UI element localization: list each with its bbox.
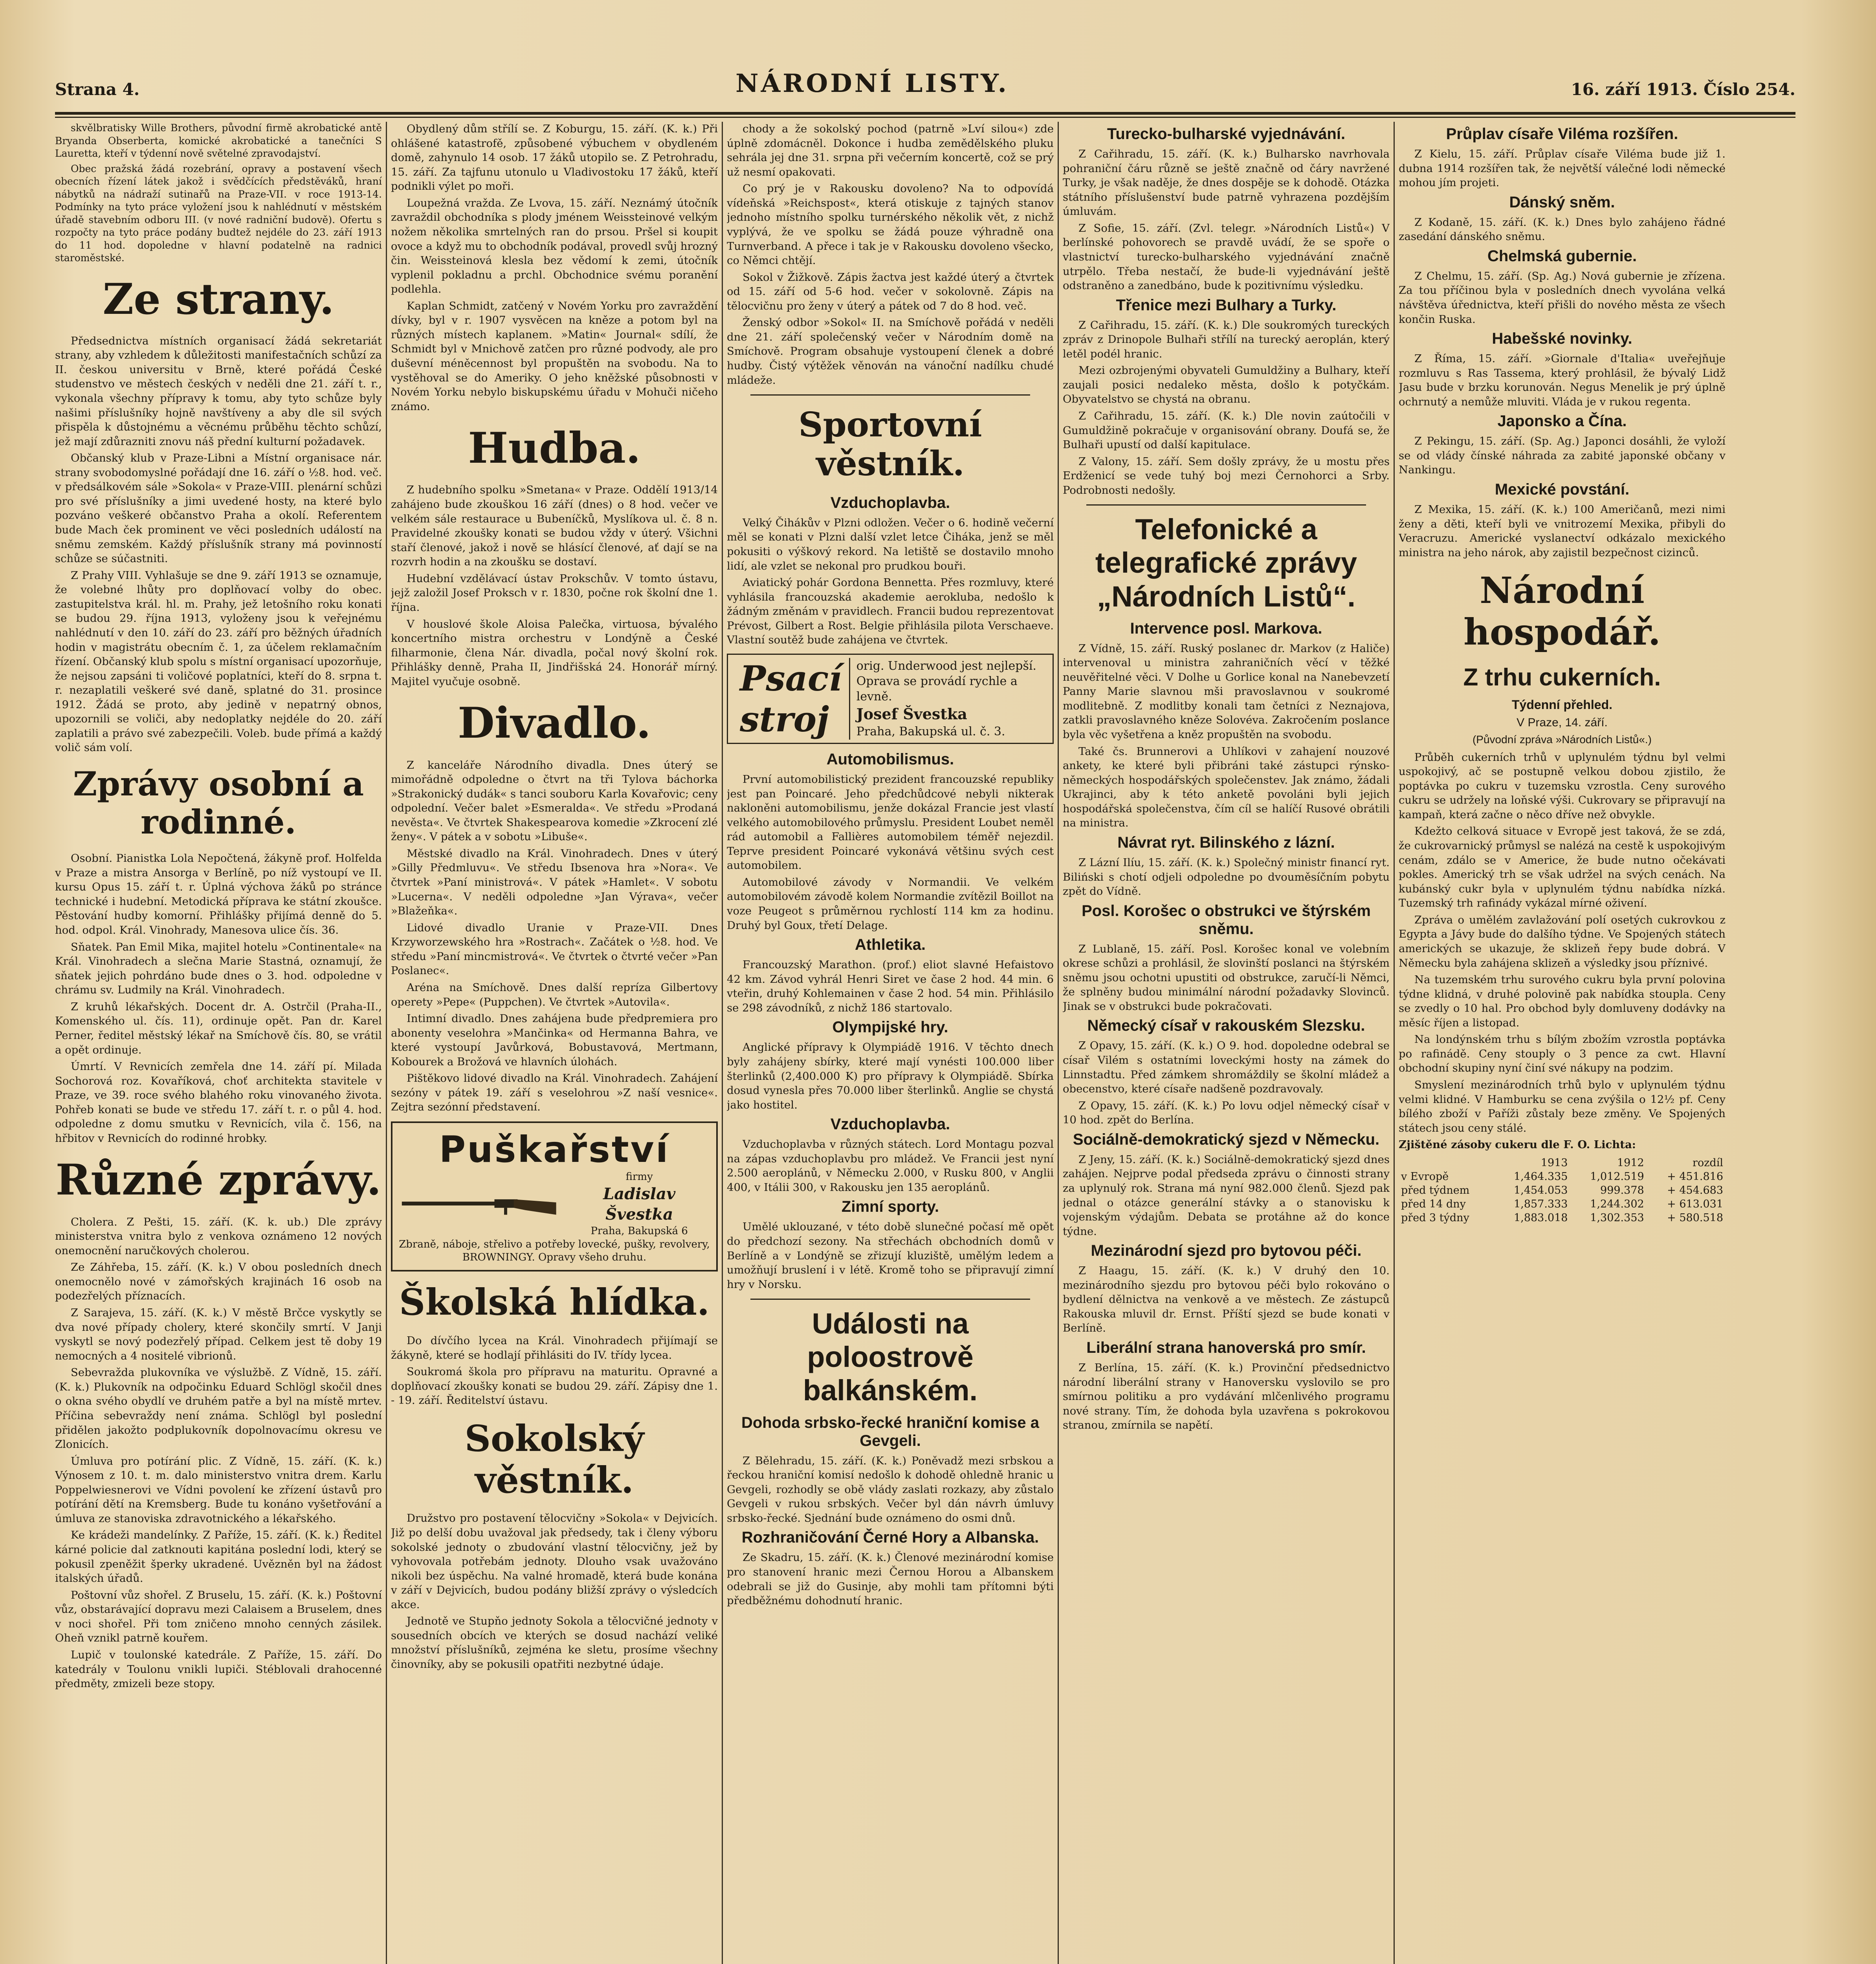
article-text: Občanský klub v Praze-Libni a Místní organisace nár. strany svobodomyslné pořádají dne 16. září o ½8. hod. več. v předsálkovém sále »Sokola« v Praze-VIII. plenární schůzi pro své příslušníky a jimi uvedené hosty, na které bylo pozváno veškeré občanstvo Praha a okolí. Referentem bude Mach ček prominent ve věci posledních událostí na sněmu zemském. Každý příslušník strany má povinností schůze se súčastniti.	[55, 452, 382, 565]
article-text: V houslové škole Aloisa Palečka, virtuosa, bývalého koncertního mistra orchestru v Londýně a České filharmonie, člena Nár. divadla, počal nový školní rok. Přihlášky denně, Praha II, Jindřišská 24. Honorář mírný. Majitel vyučuje osobně.	[391, 617, 718, 688]
ad-firm: firmy	[625, 1171, 653, 1183]
table-cell: 1,244.302	[1590, 1198, 1644, 1210]
table-cell: + 613.031	[1667, 1198, 1723, 1210]
article-text: První automobilistický prezident francouzské republiky jest pan Poincaré. Jeho předchůdcové nebyli nikterak nakloněni automobilismu, jenže dokázal Francie jest vlastí velkého automobilového průmyslu. President Loubet neměl rád automobil a Fallières automobilem téměř nejezdil. Teprve president Poincaré vykonává většinu svých cest automobilem.	[727, 773, 1054, 872]
article-text: Z Lublaně, 15. září. Posl. Korošec konal ve volebním okrese schůzi a prohlásil, že slovinští poslanci na štýrském sněmu jsou ochotni upustiti od obstrukce, zaručí-li Němci, že splněny budou minimální národní požadavky Slovinců. Jinak se v obstrukci bude pokračovati.	[1063, 942, 1390, 1013]
table-cell: před týdnem	[1401, 1184, 1470, 1196]
article-text: Z Cařihradu, 15. září. (K. k.) Dle soukromých tureckých zpráv z Drinopole Bulhaři střílí na turecký aeroplán, který letěl podél hranic.	[1063, 319, 1390, 360]
subsection-heading: Athletika.	[855, 936, 926, 954]
newspaper-title: NÁRODNÍ LISTY.	[735, 69, 1009, 98]
article-text: Z kruhů lékařských. Docent dr. A. Ostrčil (Praha-II., Komenského ul. čís. 11), ordinuje opět. Pan dr. Karel Perner, ředitel městský lékař na Smíchově čís. 80, se vrátil a opět ordinuje.	[55, 1000, 382, 1056]
subsection-heading: Olympijské hry.	[832, 1019, 948, 1036]
table-cell: + 451.816	[1667, 1170, 1723, 1183]
section-heading: Divadlo.	[458, 698, 651, 748]
table-header-cell: rozdíl	[1693, 1156, 1723, 1169]
article-text: Z Cařihradu, 15. září. (K. k.) Bulharsko navrhovala pohraniční čáru různě se ještě značně od čáry navržené Turky, je však naděje, že dnes dospěje se k dohodě. Otázka státního příslušenství bude patrně vyhrazena pozdějším úmluvám.	[1063, 148, 1390, 218]
table-cell: v Evropě	[1401, 1170, 1449, 1183]
ad-title: Psací stroj	[733, 658, 850, 740]
article-text: Cholera. Z Pešti, 15. září. (K. k. ub.) Dle zprávy ministerstva vnitra bylo z venkova oznámeno 12 nových onemocnění naručkových cholerou.	[55, 1215, 382, 1257]
column-divider	[722, 122, 723, 1964]
subsection-heading: Posl. Korošec o obstrukci ve štýrském sněmu.	[1082, 902, 1371, 938]
subsection-heading: Týdenní přehled.	[1511, 698, 1613, 712]
page-number: Strana 4.	[55, 80, 140, 99]
article-text: Obydlený dům střílí se. Z Koburgu, 15. září. (K. k.) Při ohlášené katastrofě, způsobené výbuchem v obydleném domě, zahynulo 14 osob. 17 žáků utopilo se. Z Petrohradu, 15. září. Za tajfunu utonulo u Vladivostoku 17 žáků, kteří podnikli výlet po moři.	[391, 123, 718, 193]
article-text: Ze Záhřeba, 15. září. (K. k.) V obou posledních dnech onemocnělo nové v zámořských krajinách 16 osob na podezřelých příznacích.	[55, 1261, 382, 1303]
subsection-heading: Chelmská gubernie.	[1487, 247, 1637, 265]
article-text: Co prý je v Rakousku dovoleno? Na to odpovídá vídeňská »Reichspost«, která otiskuje z tajných stanov jednoho místního spolku turnérského několik vět, z nichž vyplývá, že ve spolku se žádá pouze výhradně ona Turnverband. A přece i tak je v Rakousku dovoleno všecko, co Němci chtějí.	[727, 182, 1054, 267]
table-row	[1399, 1211, 1726, 1225]
table-header-cell: 1912	[1617, 1156, 1644, 1169]
article-text: Aréna na Smíchově. Dnes další repríza Gilbertovy operety »Pepe« (Puppchen). Ve čtvrtek »Autovila«.	[391, 981, 718, 1008]
article-text: Z Valony, 15. září. Sem došly zprávy, že u mostu přes Erdženicí se vede tuhý boj mezi Černohorci a Srby. Podrobnosti nedošly.	[1063, 455, 1390, 496]
article-text: Jednotě ve Stupňo jednoty Sokola a tělocvičné jednoty v sousedních obcích ve kterých se dosud nachází veliké množství příslušníků, zejména ke sletu, prosíme všechny činovníky, aby se pokusili opatřiti nezbytné údaje.	[391, 1615, 718, 1671]
divider	[750, 394, 1030, 396]
subsection-heading: Turecko-bulharské vyjednávání.	[1107, 125, 1346, 143]
article-text: Automobilové závody v Normandii. Ve velkém automobilovém závodě kolem Normandie zvítězil Boillot na voze Peugeot s průměrnou rychlostí 114 km za hodinu. Druhý byl Goux, třetí Delage.	[727, 876, 1054, 932]
column-3	[727, 122, 1054, 1964]
section-heading: Události na poloostrově balkánském.	[803, 1307, 978, 1407]
article-text: Z Sarajeva, 15. září. (K. k.) V městě Brčce vyskytly se dva nové případy cholery, které skončily smrtí. V Janji vyskytl se nový podezřelý případ. Celkem jest tě doby 19 nemocných a 4 nositelé vibrionů.	[55, 1306, 382, 1362]
article-text: chody a že sokolský pochod (patrně »Lví silou«) zde úplně zdomácněl. Dokonce i hudba zemědělského pluku sehrála jej dne 31. srpna při večerním koncertě, což se prý už nesmí opakovati.	[727, 123, 1054, 178]
subsection-heading: Vzduchoplavba.	[830, 1116, 950, 1133]
article-text: Také čs. Brunnerovi a Uhlíkovi v zahajení nouzové ankety, ke které byli přibráni také zástupci rýnsko-německých hospodářských společenstev. Jak známo, žádali Ukrajinci, aby k této anketě povoláni byli jejich hospodářská společenstva, čím cíl se halíčí Rusové obrátili na ministra.	[1063, 745, 1390, 830]
article-text: skvělbratisky Wille Brothers, původní firmě akrobatické antě Bryanda Obserberta, komické akrobatické a tanečníci S Lauretta, kteří v týdenní nově světelné zpravodajství.	[55, 122, 382, 159]
article-text: Aviatický pohár Gordona Bennetta. Přes rozmluvy, které vyhlásila francouzská akademie aerokluba, nedošlo k žádným změnám v pravidlech. Francii budou reprezentovat Prévost, Gilbert a Rost. Belgie přihlásila pilota Verschaeve. Vlastní soutěž bude zahájena ve čtvrtek.	[727, 576, 1054, 647]
section-heading: Sportovní věstník.	[798, 405, 982, 484]
article-text: Z Cařihradu, 15. září. (K. k.) Dle novin zaútočili v Gumuldžině pokračuje v organisování obrany. Doufá se, že Bulhaři upustí od další kapitulace.	[1063, 410, 1390, 451]
article-text: Mezi ozbrojenými obyvateli Gumuldžiny a Bulhary, kteří zaujali posici nedaleko města, došlo k potyčkám. Obyvatelstvo se chystá na obranu.	[1063, 364, 1390, 406]
subsection-heading: Zimní sporty.	[841, 1198, 939, 1216]
article-text: Z Lázní Ilíu, 15. září. (K. k.) Společný ministr financí ryt. Biliński s chotí odjeli odpoledne po dvouměsíčním pobytu zpět do Vídně.	[1063, 856, 1390, 898]
column-2	[391, 122, 718, 1964]
ad-body	[398, 1171, 711, 1238]
subsection-heading: Automobilismus.	[826, 750, 954, 768]
article-text: Z Pekingu, 15. září. (Sp. Ag.) Japonci dosáhli, že vyloží se od vlády čínské náhrada za zabité japonské občany v Nankingu.	[1399, 435, 1726, 476]
table-cell: + 580.518	[1667, 1211, 1723, 1224]
ad-description: Zbraně, náboje, střelivo a potřeby lovecké, pušky, revolvery, BROWNINGY. Opravy všeho druhu.	[399, 1238, 710, 1264]
table-cell: 1,464.335	[1514, 1170, 1568, 1183]
article-text: Z Jeny, 15. září. (K. k.) Sociálně-demokratický sjezd dnes zahájen. Nejprve podal předseda zprávu o činnosti strany za uplynulý rok. Strana má nyní 982.000 členů. Sjezd pak jednal o otázce generální stávky a o stanovisku k vojenským výdajům. Debata se protáhne až do konce týdne.	[1063, 1153, 1390, 1238]
table-cell: 1,302.353	[1590, 1211, 1644, 1224]
subsection-heading: Mexické povstání.	[1495, 481, 1630, 498]
ad-text	[850, 658, 1048, 739]
typewriter-advertisement	[727, 654, 1054, 744]
masthead	[55, 69, 1795, 110]
table-header-cell	[1399, 1156, 1494, 1170]
article-text: Z Haagu, 15. září. (K. k.) V druhý den 10. mezinárodního sjezdu pro bytovou péči bylo rokováno o bydlení dělnictva na venkově a ve městech. Ze zástupců Rakouska mluvil dr. Ernst. Příští sjezd se bude konati v Berlíně.	[1063, 1264, 1390, 1335]
article-text: Poštovní vůz shořel. Z Bruselu, 15. září. (K. k.) Poštovní vůz, obstarávající dopravu mezi Calaisem a Bruselem, dnes v noci shořel. Při tom zničeno mnoho cenných zásilek. Oheň vznikl patrně kouřem.	[55, 1588, 382, 1645]
article-text: Z kanceláře Národního divadla. Dnes úterý se mimořádně odpoledne o čtvrt na tři Tylova báchorka »Strakonický dudák« s tanci souboru Karla Kovařovic; ceny odpolední. Večer balet »Esmeralda«. Ve středu »Prodaná nevěsta«. Ve čtvrtek Shakespearova komedie »Zkrocení zlé ženy«. V pátek a v sobotu »Libuše«.	[391, 758, 718, 843]
section-heading: Telefonické a telegrafické zprávy „Národních Listů“.	[1095, 513, 1357, 613]
section-heading: Zprávy osobní a rodinné.	[73, 764, 364, 841]
article-text: Průběh cukerních trhů v uplynulém týdnu byl velmi uspokojivý, ač se postupně velkou dobou zjistilo, že poptávka po cukru v tuzemsku vzrostla. Ceny surového cukru se udržely na loňské výši. Cukrovary se připravují na kampaň, která začne o něco dříve než obvykle.	[1399, 751, 1726, 821]
article-text: Z Bělehradu, 15. září. (K. k.) Poněvadž mezi srbskou a řeckou hraniční komisí nedošlo k dohodě ohledně hranic u Gevgeli, rozhodly se obě vlády zaslati rozkazy, aby zůstalo Gevgeli v rukou srbských. Večer byl dán návrh úmluvy srbsko-řecké. Sjednání bude oznámeno do osmi dnů.	[727, 1454, 1054, 1524]
article-text: Z Berlína, 15. září. (K. k.) Provinční předsednictvo národní liberální strany v Hanoversku vyslovilo se pro smírnou politiku a pro vydávání mlčenlivého programu nové strany. Tím, že dohoda byla uzavřena s pokrokovou stranou, zmírnila se napětí.	[1063, 1361, 1390, 1432]
section-heading: Ze strany.	[103, 274, 334, 324]
subsection-heading: Rozhraničování Černé Hory a Albanska.	[741, 1529, 1039, 1546]
subsection-heading: Mezinárodní sjezd pro bytovou péči.	[1091, 1242, 1362, 1260]
subsection-heading: Návrat ryt. Bilinského z lázní.	[1117, 834, 1335, 851]
subsection-heading: Sociálně-demokratický sjezd v Německu.	[1073, 1130, 1380, 1148]
table-row	[1399, 1197, 1726, 1211]
divider	[750, 1299, 1030, 1300]
column-1	[55, 122, 382, 1964]
article-text: Smyslení mezinárodních trhů bylo v uplynulém týdnu velmi klidné. V Hamburku se cena zvýšila o 12½ pf. Ceny bílého zboží v Paříži zůstaly beze změny. Ve Spojených státech jsou ceny stálé.	[1399, 1079, 1726, 1134]
section-heading: Národní hospodář.	[1463, 569, 1661, 654]
subsection-heading: Třenice mezi Bulhary a Turky.	[1116, 296, 1337, 314]
article-text: Z Opavy, 15. září. (K. k.) O 9. hod. dopoledne odebral se císař Vilém s ostatními loveckými hosty na zámek do Linnstadtu. Před zámkem shromáždily se školní mládež a obecenstvo, které císaře nadšeně pozdravovaly.	[1063, 1039, 1390, 1096]
subsection-heading: Intervence posl. Markova.	[1130, 619, 1322, 637]
article-text: Pištěkovo lidové divadlo na Král. Vinohradech. Zahájení sezóny v pátek 19. září s veselohrou »Z naší vesnice«. Zejtra sezónní představení.	[391, 1072, 718, 1114]
subsection-heading: Habešské novinky.	[1492, 330, 1632, 348]
column-divider	[1058, 122, 1059, 1964]
article-text: Z hudebního spolku »Smetana« v Praze. Oddělí 1913/14 zahájeno bude zkouškou 16 září (dnes) o 8 hod. večer ve velkém sále restaurace u Bubeníčků, Myslíkova ul. č. 8 n. Pravidelné zkoušky konati se budou vždy v úterý. Všichni staří členové, jakož i nově se hlásící členové, ať dají se na rozvrh hodin a na zkoušku se dostaví.	[391, 484, 718, 568]
article-text: Na londýnském trhu s bílým zbožím vzrostla poptávka po rafinádě. Ceny stouply o 3 pence za cwt. Hlavní obchodní skupiny nyní činí své nákupy na podzim.	[1399, 1033, 1726, 1075]
article-text: Sebevražda plukovníka ve výslužbě. Z Vídně, 15. září. (K. k.) Plukovník na odpočinku Eduard Schlögl skočil dnes o okna svého obydlí ve druhém patře a byl na místě mrtev. Příčina sebevraždy není známa. Schlögl byl poslední přidělen jakožto podplukovník dopolnovacímu okresu ve Zlonicích.	[55, 1366, 382, 1451]
article-text: Umělé uklouzané, v této době slunečné počasí mě opět do předchozí sezony. Na střechách obchodních domů v Berlíně a v Londýně se zřizují kluziště, umělým ledem a umožňují bruslení i v létě. Kromě toho se připravují zimní hry v Norsku.	[727, 1220, 1054, 1291]
dateline: V Praze, 14. září.	[1517, 716, 1608, 729]
article-text: Loupežná vražda. Ze Lvova, 15. září. Neznámý útočník zavraždil obchodníka s plody jménem Weissteinové velkým nožem několika smrtelných ran do prsou. Pršel si koupit ovoce a když mu to obchodník podával, provedl svůj hrozný čin. Weissteinová klesla bez vědomí k zemi, útočník vyplenil pokladnu a prchl. Obchodnice svému poranění podlehla.	[391, 196, 718, 296]
table-cell: + 454.683	[1667, 1184, 1723, 1196]
section-heading: Sokolský věstník.	[464, 1417, 644, 1501]
table-row	[1399, 1170, 1726, 1184]
section-heading: Různé zprávy.	[55, 1155, 381, 1205]
subsection-heading: Vzduchoplavba.	[830, 494, 950, 511]
article-text: Lidové divadlo Uranie v Praze-VII. Dnes Krzyworzewského hra »Rostrach«. Začátek o ½8. hod. Ve středu »Paní mincmistrová«. Ve čtvrtek o čtvrté večer »Pan Poslanec«.	[391, 921, 718, 977]
stats-title: Zjištěné zásoby cukeru dle F. O. Lichta:	[1399, 1138, 1636, 1151]
article-text: Obec pražská žádá rozebrání, opravy a postavení všech obecních řízení látek jakož i svědčících předstěváků, hraní nábytků na nádraží sutinařů na Praze-VII. v roce 1913-14. Podmínky na tyto práce vyložení jsou k nahlédnutí v městském úřadě stavebním odboru III. (v nové radniční budově). Ofertu s rozpočty na tyto práce podány budtež nejdéle do 23. září 1913 do 11 hod. dopoledne v hlavní podatelně na radnici staroměstské.	[55, 163, 382, 264]
table-cell: 1,012.519	[1590, 1170, 1644, 1183]
article-text: Z Prahy VIII. Vyhlašuje se dne 9. září 1913 se oznamuje, že volebné lhůty pro doplňovací volby do obec. zastupitelstva král. hl. m. Prahy, jež letošního roku konati se budou 29. října 1913, vyloženy jsou k veřejnému nahlédnutí v den 10. září do 23. září pro běžných úřadních hodin v magistrátu obecním č. 1, za účelem reklamačním řízení. Občanský klub spolu s místní organisací upozorňuje, že nejsou zapsáni ti voličové poplatníci, kteří do 8. srpna t. r. nezaplatili veškeré své daně, splatné do 31. prosince 1912. Žádá se proto, aby jedině v nepatrný obnos, upozornili se voliči, aby nedoplatky nejdéle do 20. září zaplatili a právo své zabezpečili. Voleb. bude přímá a každý volič sám volí.	[55, 569, 382, 754]
article-text: Městské divadlo na Král. Vinohradech. Dnes v úterý »Gilly Předmluvu«. Ve středu Ibsenova hra »Nora«. Ve čtvrtek »Paní ministrová«. V pátek »Hamlet«. V sobotu »Lucerna«. V neděli odpoledne »Jan Výrava«, večer »Blažeňka«.	[391, 847, 718, 918]
article-text: Z Vídně, 15. září. Ruský poslanec dr. Markov (z Haliče) intervenoval u ministra zahraničních věcí v těžké neuvěřitelné věci. V Dolhe u Gorlice konal na Nanebevzetí Panny Marie slavnou mši pravoslavnou v soukromé modlitebně. Z modlitby konali tam četníci z Neznajova, zatkli pravoslavného kněze Solovéva. Zakročením poslance byla věc vyšetřena a kněz propuštěn na svobodu.	[1063, 642, 1390, 741]
article-text: Ke krádeži mandelínky. Z Paříže, 15. září. (K. k.) Ředitel kárné policie dal zatknouti kapitána poslední lodi, který se pokusil zpeněžit šperky ukradené. Uvězněn byl na žádost italských úřadů.	[55, 1529, 382, 1585]
article-text: Úmluva pro potírání plic. Z Vídně, 15. září. (K. k.) Výnosem z 10. t. m. dalo ministerstvo vnitra drem. Karlu Poppelwiesnerovi ve Vídni povolení ke zřízení ústavů pro potírání dětí na Kremsberg. Bude tu konáno vyšetřování a úmluva ze stanoviska zdravotnického a lékařského.	[55, 1455, 382, 1525]
article-text: Z Mexika, 15. září. (K. k.) 100 Američanů, mezi nimi ženy a děti, kteří byli ve vnitrozemí Mexika, přibyli do Veracruzu. Americké vyslanectví odkázalo mexického ministra na jeho nárok, aby zajistil bezpečnost cizinců.	[1399, 503, 1726, 559]
article-text: Intimní divadlo. Dnes zahájena bude předpremiera pro abonenty veselohra »Mančinka« od Hermanna Bahra, ve které vystoupí Javůrková, Bobustavová, Mertmann, Kobourek a Brožová ve hlavních úlohách.	[391, 1012, 718, 1068]
article-text: Sokol v Žižkově. Zápis žactva jest každé úterý a čtvrtek od 15. září od 5-6 hod. večer v sokolovně. Zápis na tělocvičnu pro ženy v úterý a pátek od 7 do 8 hod. več.	[727, 271, 1054, 312]
article-text: Sňatek. Pan Emil Mika, majitel hotelu »Continentale« na Král. Vinohradech a slečna Marie Stastná, oznamují, že sňatek jejich pohrdáno bude dnes o 3. hod. odpoledne v chrámu sv. Ludmily na Král. Vinohradech.	[55, 940, 382, 997]
table-cell: před 3 týdny	[1401, 1211, 1469, 1224]
article-text: Z Chelmu, 15. září. (Sp. Ag.) Nová gubernie je zřízena. Za tou příčinou byla v posledních dnech vyvolána velká návštěva úřednictva, kteří přišli do nového města ze všech končin Ruska.	[1399, 269, 1726, 326]
article-text: Kaplan Schmidt, zatčený v Novém Yorku pro zavraždění dívky, byl v r. 1907 vysvěcen na kněze a potom byl na různých místech kaplanem. »Matin« Journal« sdílí, že Schmidt byl v Mnichově zatčen pro různé podvody, ale pro duševní méněcennost byl propuštěn na svobodu. Na to vystěhoval se do Ameriky. O jeho kněžské působnosti v Novém Yorku nebylo biskupskému úřadu v Mohuči ničeho známo.	[391, 299, 718, 413]
table-cell: 999.378	[1600, 1184, 1644, 1196]
header-rule	[55, 112, 1795, 115]
column-4	[1063, 122, 1390, 1964]
subsection-heading: Z trhu cukerních.	[1463, 663, 1661, 691]
article-text: Francouzský Marathon. (prof.) eliot slavné Hefaistovo 42 km. Závod vyhrál Henri Siret ve čase 2 hod. 44 min. 6 vteřin, druhý Kohlemainen v čase 2 hod. 54 min. Přihlásilo se 298 závodníků, z nichž 186 startovalo.	[727, 958, 1054, 1014]
ad-company-name: Ladislav Švestka	[603, 1184, 676, 1224]
subsection-heading: Průplav císaře Viléma rozšířen.	[1446, 125, 1678, 143]
ad-title: Puškařství	[439, 1129, 670, 1171]
gunsmith-advertisement	[391, 1121, 718, 1271]
section-heading: Hudba.	[468, 423, 641, 473]
article-text: Vzduchoplavba v různých státech. Lord Montagu pozval na zápas vzduchoplavbu pro mládež. Ve Francii jest nyní 2.500 aeroplánů, v Německu 2.000, v Rusku 800, v Anglii 400, v Itálii 300, v Rakousku jen 135 aeroplánů.	[727, 1138, 1054, 1194]
table-cell: 1,454.053	[1514, 1184, 1568, 1196]
article-text: Družstvo pro postavení tělocvičny »Sokola« v Dejvicích. Již po delší dobu uvažoval jak předsedy, tak i členy výboru sokolské jednoty o zbudování vlastní tělocvičny, jež by vyhovovala potřebám jednoty. Dlouho vsak uvažováno nikoli bez úspěchu. Na valné hromadě, která bude konána v září v Dejvicích, budou podány bližší zprávy o výsledcích akce.	[391, 1512, 718, 1611]
article-text: Z Opavy, 15. září. (K. k.) Po lovu odjel německý císař v 10 hod. zpět do Berlína.	[1063, 1099, 1390, 1127]
article-text: Z Sofie, 15. září. (Zvl. telegr. »Národních Listů«) V berlínské pohovorech se pravdě uvádí, že se spoře o vlastnictví turecko-bulharského vyjednávání značně utrpělo. Třeba nestačí, že bude-li vyjednávání ještě odstraněno a zanedbáno, bude k pozitivnímu výsledku.	[1063, 222, 1390, 292]
source-line: (Původní zpráva »Národních Listů«.)	[1472, 733, 1652, 746]
table-cell: před 14 dny	[1401, 1198, 1466, 1210]
article-text: Z Kodaně, 15. září. (K. k.) Dnes bylo zahájeno řádné zasedání dánského sněmu.	[1399, 216, 1726, 243]
divider	[1086, 504, 1366, 506]
subsection-heading: Liberální strana hanoverská pro smír.	[1086, 1339, 1366, 1357]
subsection-heading: Dohoda srbsko-řecké hraniční komise a Gevgeli.	[741, 1414, 1040, 1449]
column-5	[1399, 122, 1726, 1964]
table-header-cell: 1913	[1540, 1156, 1568, 1169]
ad-address: Praha, Bakupská ul. č. 3.	[856, 724, 1005, 738]
article-text: Hudební vzdělávací ústav Prokschův. V tomto ústavu, jejž založil Josef Proksch v r. 1830, počne rok školní dne 1. října.	[391, 572, 718, 614]
article-text: Soukromá škola pro přípravu na maturitu. Opravné a doplňovací zkoušky konati se budou 29. září. Zápisy dne 1. - 19. září. Ředitelství ústavu.	[391, 1365, 718, 1407]
ad-address: Praha, Bakupská 6	[590, 1225, 688, 1237]
sugar-stocks-table	[1399, 1156, 1726, 1225]
table-header-row	[1399, 1156, 1726, 1170]
article-text: Do dívčího lycea na Král. Vinohradech přijímají se žákyně, které se hodlají přihlásiti do IV. třídy lycea.	[391, 1334, 718, 1361]
column-divider	[1394, 122, 1395, 1964]
subsection-heading: Japonsko a Čína.	[1497, 412, 1627, 430]
rifle-icon	[398, 1187, 560, 1222]
article-text: Velký Čihákův v Plzni odložen. Večer o 6. hodině večerní měl se konati v Plzni další vzlet letce Čiháka, jenž se měl pokusiti o výškový rekord. Na letiště se dostavilo mnoho lidí, ale vzlet se nekonal pro prudkou bouři.	[727, 516, 1054, 572]
subsection-heading: Německý císař v rakouském Slezsku.	[1087, 1017, 1365, 1035]
ad-subtitle: orig. Underwood jest nejlepší. Oprava se provádí rychle a levně.	[856, 659, 1036, 704]
subsection-heading: Dánský sněm.	[1509, 193, 1615, 211]
table-cell: 1,883.018	[1514, 1211, 1568, 1224]
column-divider	[386, 122, 387, 1964]
article-text: Úmrtí. V Revnicích zemřela dne 14. září pí. Milada Sochorová roz. Kovaříková, choť architekta stavitele v Praze, ve 39. roce svého blahého roku vinovaného života. Pohřeb konati se bude ve středu 17. září t. r. o půl 4. hod. odpoledne z domu smutku v Revnicích, vila č. 156, na hřbitov v Revnicích do rodinné hrobky.	[55, 1060, 382, 1145]
article-text: Z Říma, 15. září. »Giornale d'Italia« uveřejňuje rozmluvu s Ras Tassema, který prohlásil, že bývalý Lidž Jasu bude v brzku korunován. Negus Menelik je prý úplně ochrnutý a nemůže mluviti. Vláda je v rukou regenta.	[1399, 352, 1726, 408]
section-heading: Školská hlídka.	[399, 1281, 710, 1324]
article-text: Osobní. Pianistka Lola Nepočtená, žákyně prof. Holfelda v Praze a mistra Ansorga v Berlíně, po níž vystoupí ve II. kursu Opus 15. září t. r. Úplná výchova žáků po stránce technické i hudební. Metodická příprava ke státní zkoušce. Pěstování hudby komorní. Přihlášky přijímá denně do 5. hod. odpol. Král. Vinohrady, Manesova ulice čís. 36.	[55, 852, 382, 936]
article-text: Lupič v toulonské katedrále. Z Paříže, 15. září. Do katedrály v Toulonu vnikli lupiči. Stéblovali drahocenné předměty, zmizeli beze stopy.	[55, 1648, 382, 1690]
table-cell: 1,857.333	[1514, 1198, 1568, 1210]
article-text: Kdežto celková situace v Evropě jest taková, že se zdá, že cukrovarnický průmysl se nalézá na cestě k uspokojivým cenám, zdálo se v Americe, že bude nutno očekávati pokles. Americký trh se však udržel na svých cenách. Na kubánský cukr byla v uplynulém týdnu nabídka nízká. Tuzemský trh rafinády vykázal mírné oživení.	[1399, 825, 1726, 910]
issue-date: 16. září 1913. Číslo 254.	[1571, 80, 1795, 99]
ad-text	[568, 1171, 711, 1238]
header-rule-thin	[55, 117, 1795, 118]
article-text: Předsednictva místních organisací žádá sekretariát strany, aby vzhledem k důležitosti manifestačních schůzí za II. českou universitu v Brně, které pořádá České studenstvo ve městech českých v neděli dne 21. září t. r., vykonala všechny přípravy k tomu, aby tyto schůze byly našimi příslušníky hojně navštíveny a aby dle sil svých přispěla k důstojnému a věcnému průběhu těchto schůzí, jež mají zdůrazniti znovu náš přední kulturní požadavek.	[55, 334, 382, 448]
table-row	[1399, 1184, 1726, 1197]
article-text: Z Kielu, 15. září. Průplav císaře Viléma bude již 1. dubna 1914 rozšířen tak, že největší válečné lodi německé mohou jím projeti.	[1399, 148, 1726, 189]
article-text: Ženský odbor »Sokol« II. na Smíchově pořádá v neděli dne 21. září společenský večer v Národním domě na Smíchově. Program obsahuje vystoupení členek a dobré hudby. Čistý výtěžek věnován na vánoční nadílku chudé mládeže.	[727, 316, 1054, 387]
article-text: Zpráva o umělém zavlažování polí osetých cukrovkou z Egypta a Jávy bude do dalšího týdne. Ve Spojených státech amerických se ukazuje, že sklizeň řepy bude dobrá. V Německu byla zahájena sklizeň a výsledky jsou příznivé.	[1399, 913, 1726, 969]
article-text: Anglické přípravy k Olympiádě 1916. V těchto dnech byly zahájeny sbírky, které mají vynésti 100.000 liber šterlinků (2,400.000 K) pro přípravy k Olympiádě. Sbírka dosud vynesla přes 70.000 liber šterlinků. Anglie se chystá jako hostitel.	[727, 1041, 1054, 1111]
article-text: Ze Skadru, 15. září. (K. k.) Členové mezinárodní komise pro stanovení hranic mezi Černou Horou a Albanskem odebrali se již do Gusinje, aby mohli tam přítomni býti předběžnému dohodnutí hranic.	[727, 1551, 1054, 1607]
ad-company-name: Josef Švestka	[856, 705, 967, 723]
article-text: Na tuzemském trhu surového cukru byla první polovina týdne klidná, v druhé polovině pak nabídka stoupla. Ceny se zvedly o 10 hal. Pro obchod byly domluveny dodávky na měsíc říjen a listopad.	[1399, 973, 1726, 1029]
